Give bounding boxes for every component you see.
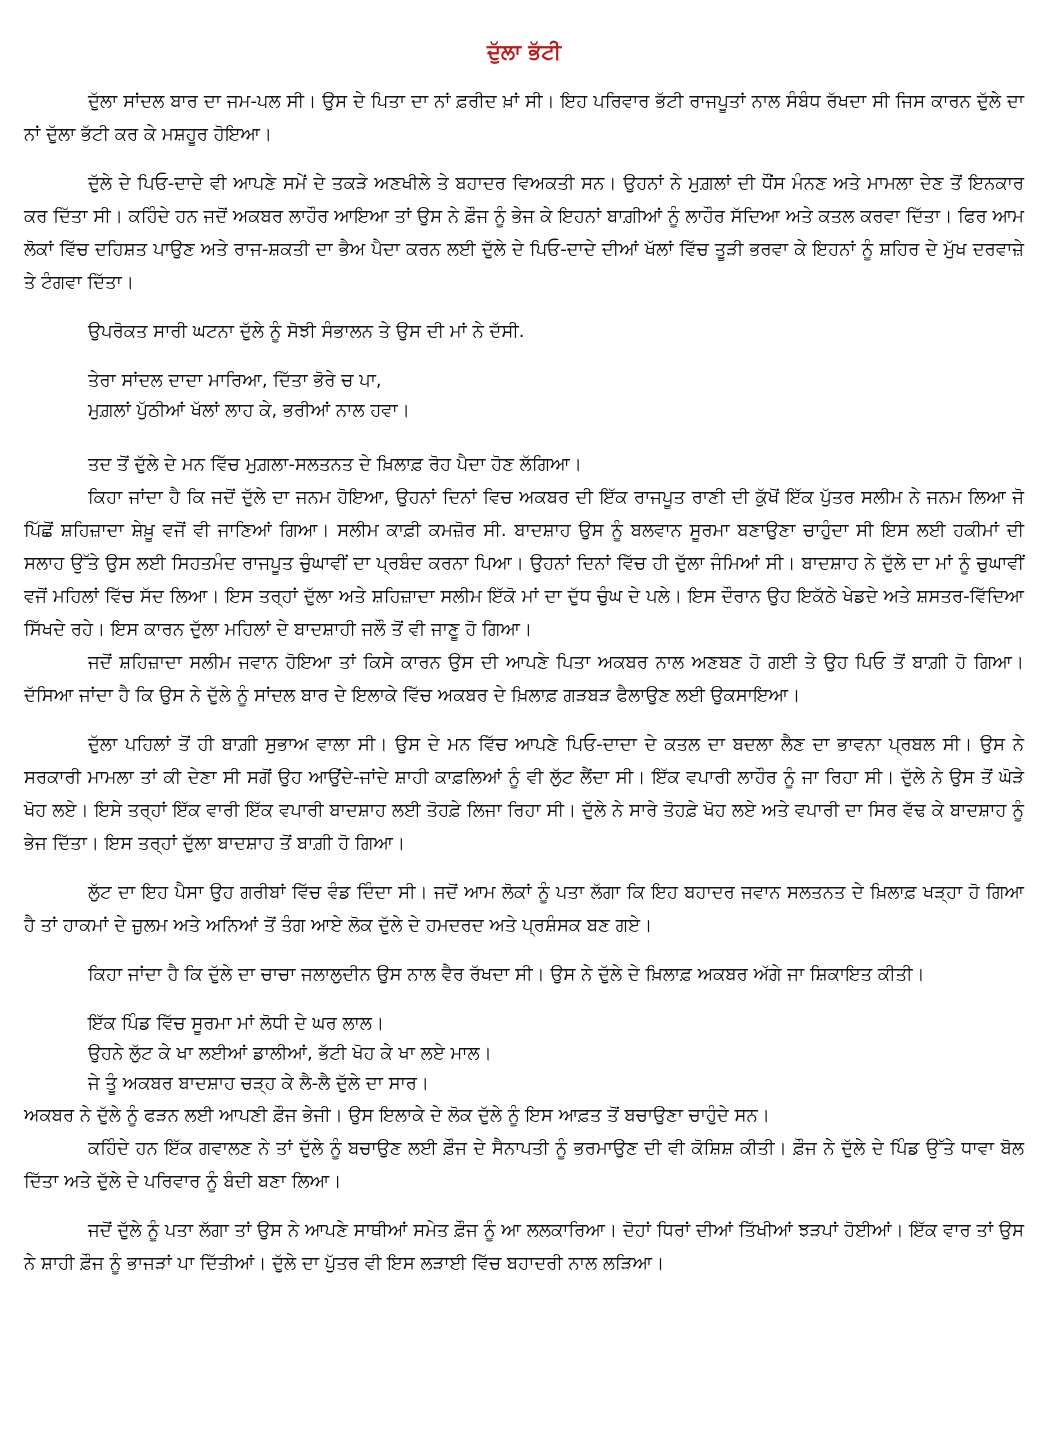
paragraph-3: ਉਪਰੋਕਤ ਸਾਰੀ ਘਟਨਾ ਦੁੱਲੇ ਨੂੰ ਸੋਝੀ ਸੰਭਾਲਨ ਤੇ ਉਸ ਦੀ ਮਾਂ ਨੇ ਦੱਸੀ. [88, 321, 525, 342]
verse-line: ਮੁਗ਼ਲਾਂ ਪੁੱਠੀਆਂ ਖੱਲਾਂ ਲਾਹ ਕੇ, ਭਰੀਆਂ ਨਾਲ ਹਵਾ। [88, 400, 410, 421]
paragraph-9: ਕਿਹਾ ਜਾਂਦਾ ਹੈ ਕਿ ਦੁੱਲੇ ਦਾ ਚਾਚਾ ਜਲਾਲੁਦੀਨ ਉਸ ਨਾਲ ਵੈਰ ਰੱਖਦਾ ਸੀ। ਉਸ ਨੇ ਦੁੱਲੇ ਦੇ ਖ਼ਿਲਾਫ਼ ਅਕਬਰ ਅੱਗੇ ਜਾ ਸ਼ਿਕਾਇਤ ਕੀਤੀ। [88, 964, 925, 985]
paragraph-6: ਜਦੋਂ ਸ਼ਹਿਜ਼ਾਦਾ ਸਲੀਮ ਜਵਾਨ ਹੋਇਆ ਤਾਂ ਕਿਸੇ ਕਾਰਨ ਉਸ ਦੀ ਆਪਣੇ ਪਿਤਾ ਅਕਬਰ ਨਾਲ ਅਣਬਣ ਹੋ ਗਈ ਤੇ ਉਹ ਪਿਓ ਤੋਂ ਬਾਗ਼ੀ ਹੋ ਗਿਆ। ਦੱਸਿਆ ਜਾਂਦਾ ਹੈ ਕਿ ਉਸ ਨੇ ਦੁੱਲੇ ਨੂੰ ਸਾਂਦਲ ਬਾਰ ਦੇ ਇਲਾਕੇ ਵਿੱਚ ਅਕਬਰ ਦੇ ਖ਼ਿਲਾਫ਼ ਗੜਬੜ ਫੈਲਾਉਣ ਲਈ ਉਕਸਾਇਆ। [24, 652, 1024, 706]
paragraph-8: ਲੁੱਟ ਦਾ ਇਹ ਪੈਸਾ ਉਹ ਗਰੀਬਾਂ ਵਿੱਚ ਵੰਡ ਦਿੰਦਾ ਸੀ। ਜਦੋਂ ਆਮ ਲੋਕਾਂ ਨੂੰ ਪਤਾ ਲੱਗਾ ਕਿ ਇਹ ਬਹਾਦਰ ਜਵਾਨ ਸਲਤਨਤ ਦੇ ਖ਼ਿਲਾਫ਼ ਖੜ੍ਹਾ ਹੋ ਗਿਆ ਹੈ ਤਾਂ ਹਾਕਮਾਂ ਦੇ ਜ਼ੁਲਮ ਅਤੇ ਅਨਿਆਂ ਤੋਂ ਤੰਗ ਆਏ ਲੋਕ ਦੁੱਲੇ ਦੇ ਹਮਦਰਦ ਅਤੇ ਪ੍ਰਸ਼ੰਸਕ ਬਣ ਗਏ। [24, 882, 1024, 936]
paragraph-10: ਅਕਬਰ ਨੇ ਦੁੱਲੇ ਨੂੰ ਫੜਨ ਲਈ ਆਪਣੀ ਫ਼ੌਜ ਭੇਜੀ। ਉਸ ਇਲਾਕੇ ਦੇ ਲੋਕ ਦੁੱਲੇ ਨੂੰ ਇਸ ਆਫ਼ਤ ਤੋਂ ਬਚਾਉਣਾ ਚਾਹੁੰਦੇ ਸਨ। [24, 1105, 770, 1126]
document-title: ਦੁੱਲਾ ਭੱਟੀ [486, 40, 562, 64]
paragraph-2: ਦੁੱਲੇ ਦੇ ਪਿਓ-ਦਾਦੇ ਵੀ ਆਪਣੇ ਸਮੇਂ ਦੇ ਤਕੜੇ ਅਣਖੀਲੇ ਤੇ ਬਹਾਦਰ ਵਿਅਕਤੀ ਸਨ। ਉਹਨਾਂ ਨੇ ਮੁਗ਼ਲਾਂ ਦੀ ਧੌਂਸ ਮੰਨਣ ਅਤੇ ਮਾਮਲਾ ਦੇਣ ਤੋਂ ਇਨਕਾਰ ਕਰ ਦਿੱਤਾ ਸੀ। ਕਹਿੰਦੇ ਹਨ ਜਦੋਂ ਅਕਬਰ ਲਾਹੌਰ ਆਇਆ ਤਾਂ ਉਸ ਨੇ ਫ਼ੌਜ ਨੂੰ ਭੇਜ ਕੇ ਇਹਨਾਂ ਬਾਗ਼ੀਆਂ ਨੂੰ ਲਾਹੌਰ ਸੱਦਿਆ ਅਤੇ ਕਤਲ ਕਰਵਾ ਦਿੱਤਾ। ਫਿਰ ਆਮ ਲੋਕਾਂ ਵਿੱਚ ਦਹਿਸ਼ਤ ਪਾਉਣ ਅਤੇ ਰਾਜ-ਸ਼ਕਤੀ ਦਾ ਭੈਅ ਪੈਦਾ ਕਰਨ ਲਈ ਦੁੱਲੇ ਦੇ ਪਿਓ-ਦਾਦੇ ਦੀਆਂ ਖੱਲਾਂ ਵਿੱਚ ਤੂੜੀ ਭਰਵਾ ਕੇ ਇਹਨਾਂ ਨੂੰ ਸ਼ਹਿਰ ਦੇ ਮੁੱਖ ਦਰਵਾਜ਼ੇ ਤੇ ਟੰਗਵਾ ਦਿੱਤਾ। [24, 173, 1024, 293]
paragraph-4: ਤਦ ਤੋਂ ਦੁੱਲੇ ਦੇ ਮਨ ਵਿੱਚ ਮੁਗ਼ਲਾ-ਸਲਤਨਤ ਦੇ ਖ਼ਿਲਾਫ਼ ਰੋਹ ਪੈਦਾ ਹੋਣ ਲੱਗਿਆ। [88, 454, 582, 475]
paragraph-5: ਕਿਹਾ ਜਾਂਦਾ ਹੈ ਕਿ ਜਦੋਂ ਦੁੱਲੇ ਦਾ ਜਨਮ ਹੋਇਆ, ਉਹਨਾਂ ਦਿਨਾਂ ਵਿਚ ਅਕਬਰ ਦੀ ਇੱਕ ਰਾਜਪੂਤ ਰਾਣੀ ਦੀ ਕੁੱਖੋਂ ਇੱਕ ਪੁੱਤਰ ਸਲੀਮ ਨੇ ਜਨਮ ਲਿਆ ਜੋ ਪਿੱਛੋਂ ਸ਼ਹਿਜ਼ਾਦਾ ਸ਼ੇਖ਼ੂ ਵਜੋਂ ਵੀ ਜਾਣਿਆਂ ਗਿਆ। ਸਲੀਮ ਕਾਫ਼ੀ ਕਮਜ਼ੋਰ ਸੀ. ਬਾਦਸ਼ਾਹ ਉਸ ਨੂੰ ਬਲਵਾਨ ਸੂਰਮਾ ਬਣਾਉਣਾ ਚਾਹੁੰਦਾ ਸੀ ਇਸ ਲਈ ਹਕੀਮਾਂ ਦੀ ਸਲਾਹ ਉੱਤੇ ਉਸ ਲਈ ਸਿਹਤਮੰਦ ਰਾਜਪੂਤ ਚੁੰਘਾਵੀਂ ਦਾ ਪ੍ਰਬੰਦ ਕਰਨਾ ਪਿਆ। ਉਹਨਾਂ ਦਿਨਾਂ ਵਿੱਚ ਹੀ ਦੁੱਲਾ ਜੰਮਿਆਂ ਸੀ। ਬਾਦਸ਼ਾਹ ਨੇ ਦੁੱਲੇ ਦਾ ਮਾਂ ਨੂੰ ਚੁਘਾਵੀਂ ਵਜੋਂ ਮਹਿਲਾਂ ਵਿੱਚ ਸੱਦ ਲਿਆ। ਇਸ ਤਰ੍ਹਾਂ ਦੁੱਲਾ ਅਤੇ ਸ਼ਹਿਜ਼ਾਦਾ ਸਲੀਮ ਇੱਕੋ ਮਾਂ ਦਾ ਦੁੱਧ ਚੁੰਘ ਦੇ ਪਲੇ। ਇਸ ਦੌਰਾਨ ਉਹ ਇਕੱਠੇ ਖੇਡਦੇ ਅਤੇ ਸ਼ਸਤਰ-ਵਿੱਦਿਆ ਸਿੱਖਦੇ ਰਹੇ। ਇਸ ਕਾਰਨ ਦੁੱਲਾ ਮਹਿਲਾਂ ਦੇ ਬਾਦਸ਼ਾਹੀ ਜਲੌ ਤੋਂ ਵੀ ਜਾਣੂ ਹੋ ਗਿਆ। [24, 487, 1024, 640]
verse-block-2 [24, 1009, 1024, 1099]
paragraph-11: ਕਹਿੰਦੇ ਹਨ ਇੱਕ ਗਵਾਲਣ ਨੇ ਤਾਂ ਦੁੱਲੇ ਨੂੰ ਬਚਾਉਣ ਲਈ ਫ਼ੌਜ ਦੇ ਸੈਨਾਪਤੀ ਨੂੰ ਭਰਮਾਉਣ ਦੀ ਵੀ ਕੋਸ਼ਿਸ਼ ਕੀਤੀ। ਫ਼ੌਜ ਨੇ ਦੁੱਲੇ ਦੇ ਪਿੰਡ ਉੱਤੇ ਧਾਵਾ ਬੋਲ ਦਿੱਤਾ ਅਤੇ ਦੁੱਲੇ ਦੇ ਪਰਿਵਾਰ ਨੂੰ ਬੰਦੀ ਬਣਾ ਲਿਆ। [24, 1138, 1024, 1192]
paragraph-1: ਦੁੱਲਾ ਸਾਂਦਲ ਬਾਰ ਦਾ ਜਮ-ਪਲ ਸੀ। ਉਸ ਦੇ ਪਿਤਾ ਦਾ ਨਾਂ ਫ਼ਰੀਦ ਖ਼ਾਂ ਸੀ। ਇਹ ਪਰਿਵਾਰ ਭੱਟੀ ਰਾਜਪੂਤਾਂ ਨਾਲ ਸੰਬੰਧ ਰੱਖਦਾ ਸੀ ਜਿਸ ਕਾਰਨ ਦੁੱਲੇ ਦਾ ਨਾਂ ਦੁੱਲਾ ਭੱਟੀ ਕਰ ਕੇ ਮਸ਼ਹੂਰ ਹੋਇਆ। [24, 91, 1024, 145]
verse-line: ਇੱਕ ਪਿੰਡ ਵਿੱਚ ਸੂਰਮਾ ਮਾਂ ਲੋਧੀ ਦੇ ਘਰ ਲਾਲ। [88, 1013, 385, 1034]
verse-line: ਤੇਰਾ ਸਾਂਦਲ ਦਾਦਾ ਮਾਰਿਆ, ਦਿੱਤਾ ਭੋਰੇ ਚ ਪਾ, [88, 370, 382, 391]
document-page [24, 40, 1024, 1280]
verse-block-1 [24, 366, 1024, 426]
verse-line: ਜੇ ਤੂੰ ਅਕਬਰ ਬਾਦਸ਼ਾਹ ਚੜ੍ਹ ਕੇ ਲੈ-ਲੈ ਦੁੱਲੇ ਦਾ ਸਾਰ। [88, 1073, 430, 1094]
paragraph-7: ਦੁੱਲਾ ਪਹਿਲਾਂ ਤੋਂ ਹੀ ਬਾਗ਼ੀ ਸੁਭਾਅ ਵਾਲਾ ਸੀ। ਉਸ ਦੇ ਮਨ ਵਿੱਚ ਆਪਣੇ ਪਿਓ-ਦਾਦਾ ਦੇ ਕਤਲ ਦਾ ਬਦਲਾ ਲੈਣ ਦਾ ਭਾਵਨਾ ਪ੍ਰਬਲ ਸੀ। ਉਸ ਨੇ ਸਰਕਾਰੀ ਮਾਮਲਾ ਤਾਂ ਕੀ ਦੇਣਾ ਸੀ ਸਗੋਂ ਉਹ ਆਉਂਦੇ-ਜਾਂਦੇ ਸ਼ਾਹੀ ਕਾਫ਼ਲਿਆਂ ਨੂੰ ਵੀ ਲੁੱਟ ਲੈਂਦਾ ਸੀ। ਇੱਕ ਵਪਾਰੀ ਲਾਹੌਰ ਨੂੰ ਜਾ ਰਿਹਾ ਸੀ। ਦੁੱਲੇ ਨੇ ਉਸ ਤੋਂ ਘੋੜੇ ਖੋਹ ਲਏ। ਇਸੇ ਤਰ੍ਹਾਂ ਇੱਕ ਵਾਰੀ ਇੱਕ ਵਪਾਰੀ ਬਾਦਸ਼ਾਹ ਲਈ ਤੋਹਫ਼ੇ ਲਿਜਾ ਰਿਹਾ ਸੀ। ਦੁੱਲੇ ਨੇ ਸਾਰੇ ਤੋਹਫ਼ੇ ਖੋਹ ਲਏ ਅਤੇ ਵਪਾਰੀ ਦਾ ਸਿਰ ਵੱਢ ਕੇ ਬਾਦਸ਼ਾਹ ਨੂੰ ਭੇਜ ਦਿੱਤਾ। ਇਸ ਤਰ੍ਹਾਂ ਦੁੱਲਾ ਬਾਦਸ਼ਾਹ ਤੋਂ ਬਾਗ਼ੀ ਹੋ ਗਿਆ। [24, 734, 1024, 854]
paragraph-12: ਜਦੋਂ ਦੁੱਲੇ ਨੂੰ ਪਤਾ ਲੱਗਾ ਤਾਂ ਉਸ ਨੇ ਆਪਣੇ ਸਾਥੀਆਂ ਸਮੇਤ ਫ਼ੌਜ ਨੂੰ ਆ ਲਲਕਾਰਿਆ। ਦੋਹਾਂ ਧਿਰਾਂ ਦੀਆਂ ਤਿੱਖੀਆਂ ਝੜਪਾਂ ਹੋਈਆਂ। ਇੱਕ ਵਾਰ ਤਾਂ ਉਸ ਨੇ ਸ਼ਾਹੀ ਫ਼ੌਜ ਨੂੰ ਭਾਜੜਾਂ ਪਾ ਦਿੱਤੀਆਂ। ਦੁੱਲੇ ਦਾ ਪੁੱਤਰ ਵੀ ਇਸ ਲੜਾਈ ਵਿੱਚ ਬਹਾਦਰੀ ਨਾਲ ਲੜਿਆ। [24, 1220, 1024, 1274]
verse-line: ਉਹਨੇ ਲੁੱਟ ਕੇ ਖਾ ਲਈਆਂ ਡਾਲੀਆਂ, ਭੱਟੀ ਖੋਹ ਕੇ ਖਾ ਲਏ ਮਾਲ। [88, 1043, 492, 1064]
